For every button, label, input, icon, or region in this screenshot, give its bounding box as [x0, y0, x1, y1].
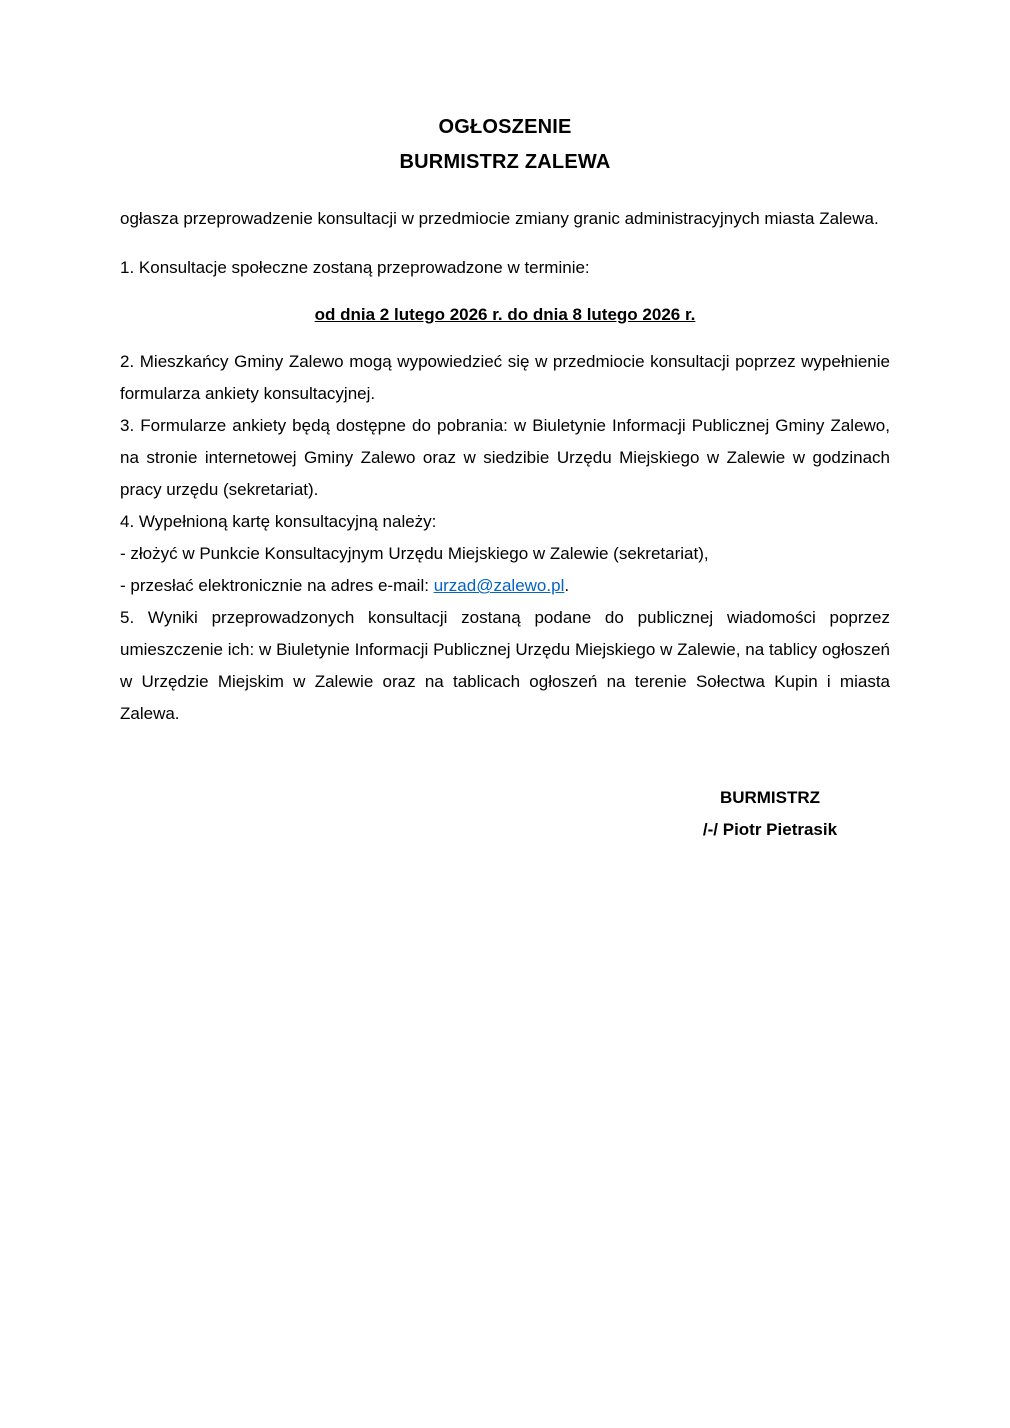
consultation-date-range: od dnia 2 lutego 2026 r. do dnia 8 lutego 2026 r. — [314, 305, 696, 324]
item-5-results-publication: 5. Wyniki przeprowadzonych konsultacji zostaną podane do publicznej wiadomości poprzez umieszczenie ich: w Biuletynie Informacji Publicznej Urzędu Miejskiego w Zalewie, na tablicy ogłoszeń w Urzędzie Miejskim w Zalewie oraz na tablicach ogłoszeń na terenie Sołectwa Kupin i miasta Zalewa. — [120, 608, 890, 723]
intro-paragraph: ogłasza przeprowadzenie konsultacji w przedmiocie zmiany granic administracyjnych miasta Zalewa. — [120, 209, 879, 228]
email-link[interactable]: urzad@zalewo.pl — [433, 576, 565, 595]
signature-name: /-/ Piotr Pietrasik — [702, 820, 838, 839]
document-content — [120, 110, 890, 846]
item-4-completed-card: 4. Wypełnioną kartę konsultacyjną należy: — [120, 512, 437, 531]
email-line-prefix: - przesłać elektronicznie na adres e-mail: — [120, 576, 434, 595]
mayor-title-heading: BURMISTRZ ZALEWA — [399, 151, 611, 173]
item-1-consultation-term: 1. Konsultacje społeczne zostaną przeprowadzone w terminie: — [120, 258, 590, 277]
item-2-residents-opinion: 2. Mieszkańcy Gminy Zalewo mogą wypowiedzieć się w przedmiocie konsultacji poprzez wypełnienie formularza ankiety konsultacyjnej. — [120, 352, 890, 403]
item-3-forms-availability: 3. Formularze ankiety będą dostępne do pobrania: w Biuletynie Informacji Publicznej Gminy Zalewo, na stronie internetowej Gminy Zalewo oraz w siedzibie Urzędu Miejskiego w Zalewie w godzinach pracy urzędu (sekretariat). — [120, 416, 890, 499]
email-line-suffix: . — [564, 576, 570, 595]
signature-title: BURMISTRZ — [719, 788, 821, 807]
numbered-items-block — [120, 346, 890, 730]
announcement-title: OGŁOSZENIE — [438, 116, 572, 138]
dash-item-submit-in-person: - złożyć w Punkcie Konsultacyjnym Urzędu Miejskiego w Zalewie (sekretariat), — [120, 544, 709, 563]
dash-item-submit-email — [120, 570, 890, 602]
signature-block — [620, 782, 920, 846]
